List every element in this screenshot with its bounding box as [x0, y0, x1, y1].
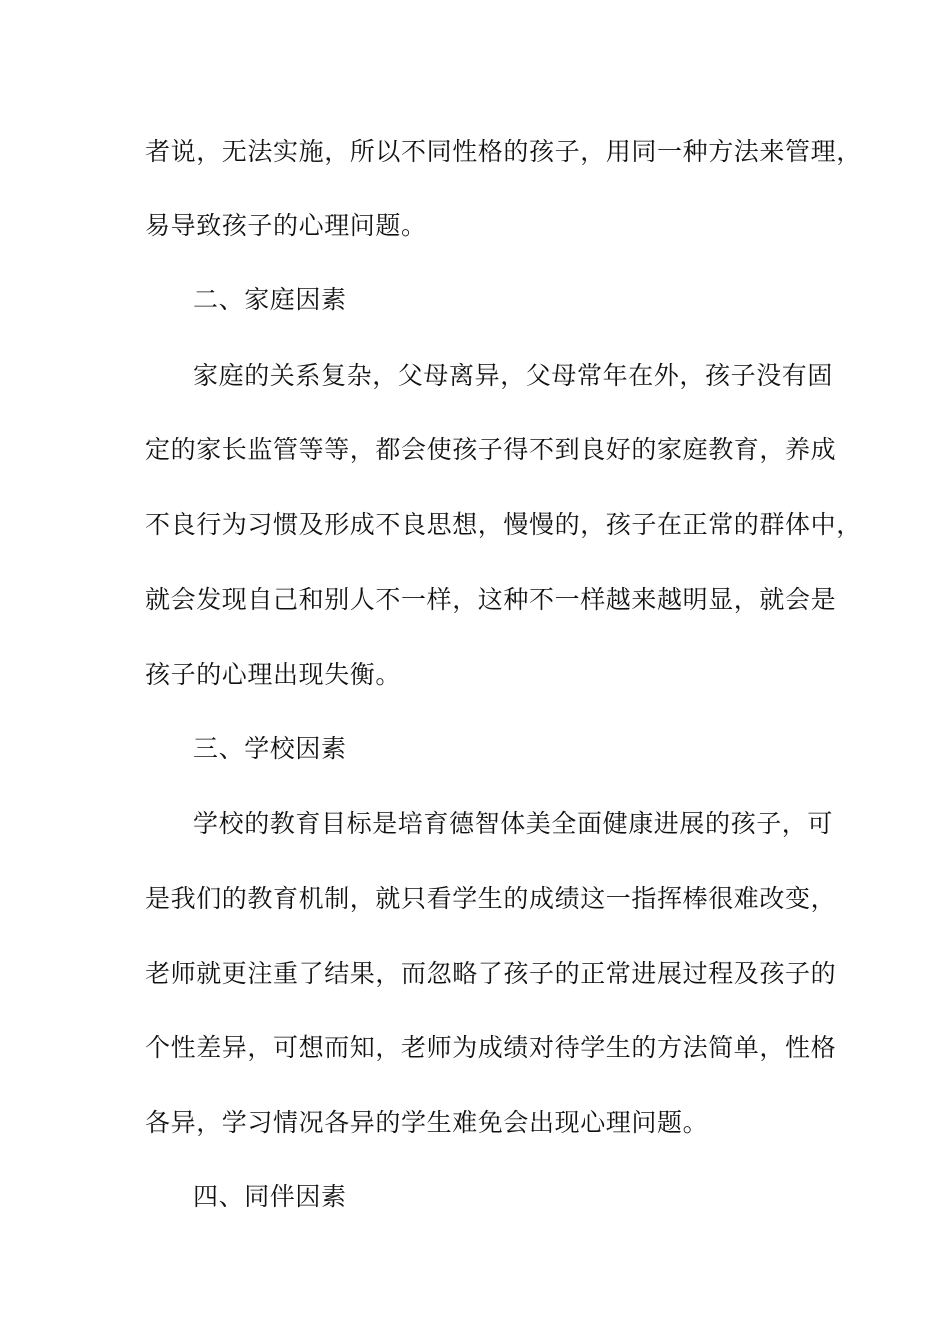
- paragraph-line: 定的家长监管等等，都会使孩子得不到良好的家庭教育，养成: [145, 435, 837, 464]
- paragraph-line: 个性差异，可想而知，老师为成绩对待学生的方法简单，性格: [145, 1033, 837, 1062]
- paragraph-line: 老师就更注重了结果，而忽略了孩子的正常进展过程及孩子的: [145, 959, 837, 988]
- paragraph-line: 不良行为习惯及形成不良思想，慢慢的，孩子在正常的群体中，: [145, 510, 862, 539]
- section-heading-peer: 四、同伴因素: [193, 1182, 347, 1211]
- paragraph-line: 学校的教育目标是培育德智体美全面健康进展的孩子，可: [193, 809, 834, 838]
- paragraph-line: 是我们的教育机制，就只看学生的成绩这一指挥棒很难改变，: [145, 884, 837, 913]
- paragraph-line: 各异，学习情况各异的学生难免会出现心理问题。: [145, 1108, 709, 1137]
- paragraph-line: 者说，无法实施，所以不同性格的孩子，用同一种方法来管理，: [145, 137, 862, 166]
- paragraph-line: 家庭的关系复杂，父母离异，父母常年在外，孩子没有固: [193, 361, 834, 390]
- paragraph-line: 就会发现自己和别人不一样，这种不一样越来越明显，就会是: [145, 585, 837, 614]
- paragraph-line: 孩子的心理出现失衡。: [145, 660, 402, 689]
- paragraph-line: 易导致孩子的心理问题。: [145, 211, 427, 240]
- section-heading-school: 三、学校因素: [193, 734, 347, 763]
- section-heading-family: 二、家庭因素: [193, 285, 347, 314]
